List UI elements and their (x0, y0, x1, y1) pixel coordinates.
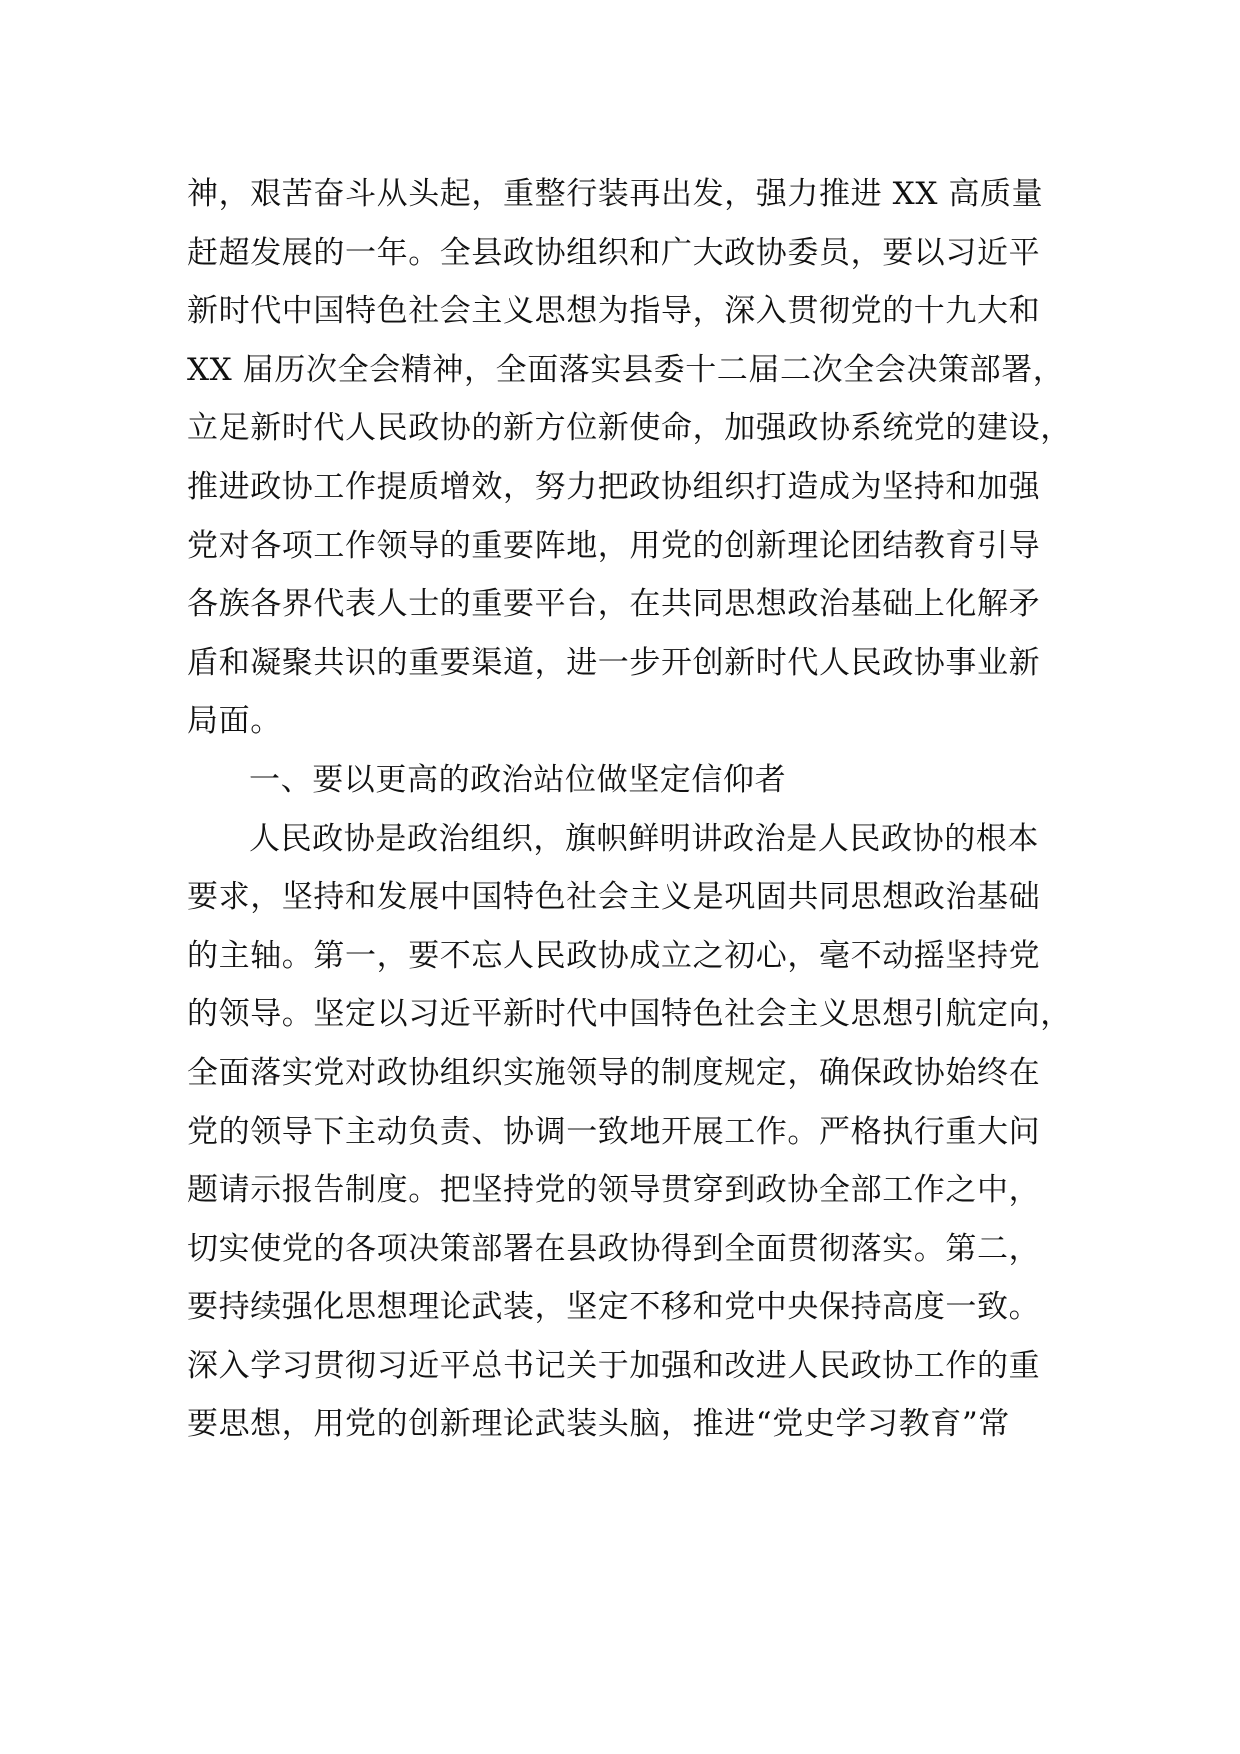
section-heading: 一、要以更高的政治站位做坚定信仰者 (249, 761, 787, 798)
text-line: 盾和凝聚共识的重要渠道，进一步开创新时代人民政协事业新 (187, 644, 1041, 681)
text-line: 的主轴。第一，要不忘人民政协成立之初心，毫不动摇坚持党 (187, 937, 1041, 974)
text-line: 赶超发展的一年。全县政协组织和广大政协委员，要以习近平 (187, 234, 1041, 271)
document-body (187, 165, 1087, 1454)
text-line: 立足新时代人民政协的新方位新使命，加强政协系统党的建设， (187, 410, 1072, 447)
text-line: 党对各项工作领导的重要阵地，用党的创新理论团结教育引导 (187, 527, 1041, 564)
text-line: XX 届历次全会精神，全面落实县委十二届二次全会决策部署， (187, 351, 1065, 388)
text-line: 党的领导下主动负责、协调一致地开展工作。严格执行重大问 (187, 1113, 1041, 1150)
text-line: 推进政协工作提质增效，努力把政协组织打造成为坚持和加强 (187, 468, 1041, 505)
text-line: 切实使党的各项决策部署在县政协得到全面贯彻落实。第二， (187, 1230, 1041, 1267)
text-line: 要持续强化思想理论武装，坚定不移和党中央保持高度一致。 (187, 1289, 1041, 1326)
text-line: 的领导。坚定以习近平新时代中国特色社会主义思想引航定向， (187, 996, 1072, 1033)
text-line: 全面落实党对政协组织实施领导的制度规定，确保政协始终在 (187, 1054, 1041, 1091)
text-line: 局面。 (187, 703, 282, 740)
text-line: 要求，坚持和发展中国特色社会主义是巩固共同思想政治基础 (187, 879, 1041, 916)
text-line: 各族各界代表人士的重要平台，在共同思想政治基础上化解矛 (187, 586, 1041, 623)
text-line: 新时代中国特色社会主义思想为指导，深入贯彻党的十九大和 (187, 293, 1041, 330)
text-line: 人民政协是政治组织，旗帜鲜明讲政治是人民政协的根本 (249, 820, 1039, 857)
text-line: 要思想，用党的创新理论武装头脑，推进“党史学习教育”常 (187, 1406, 1010, 1443)
text-line: 题请示报告制度。把坚持党的领导贯穿到政协全部工作之中， (187, 1172, 1041, 1209)
text-line: 神，艰苦奋斗从头起，重整行装再出发，强力推进 XX 高质量 (187, 176, 1044, 212)
text-line: 深入学习贯彻习近平总书记关于加强和改进人民政协工作的重 (187, 1347, 1041, 1384)
